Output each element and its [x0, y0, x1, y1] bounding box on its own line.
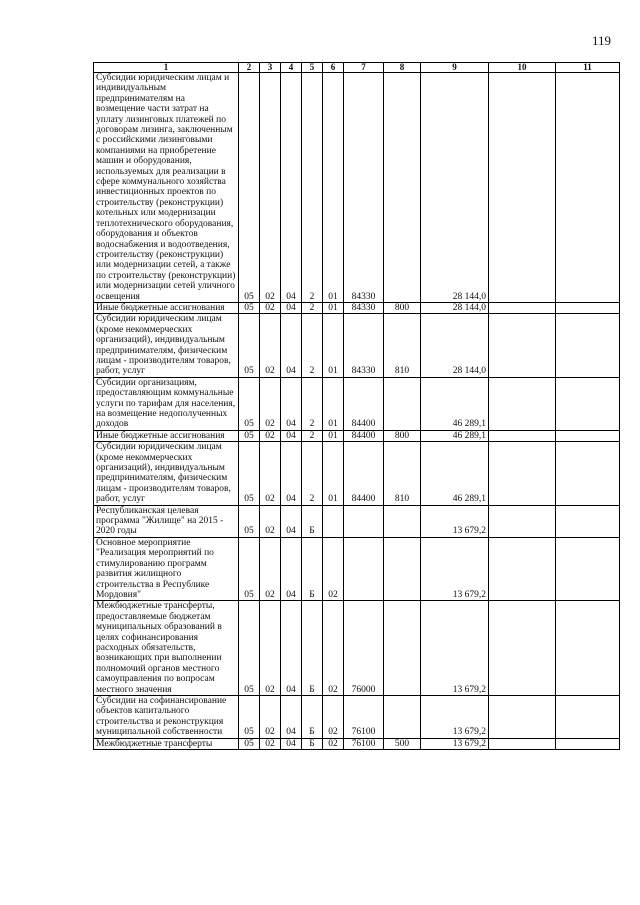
row-description: Республиканская целевая программа "Жилище" на 2015 - 2020 годы: [94, 505, 239, 537]
amount-cell: 13 679,2: [421, 738, 489, 749]
code-expense-type: [384, 537, 421, 600]
code-direction: 76100: [344, 695, 384, 738]
column-header: 6: [323, 63, 344, 73]
column-header: 4: [281, 63, 302, 73]
code-subsection: 02: [260, 73, 281, 303]
code-expense-type: [384, 601, 421, 696]
code-program: 04: [281, 537, 302, 600]
code-subsection: 02: [260, 695, 281, 738]
amount-cell-2: [489, 537, 556, 600]
code-activity: [323, 505, 344, 537]
code-expense-type: 500: [384, 738, 421, 749]
code-subsection: 02: [260, 537, 281, 600]
code-activity: 02: [323, 601, 344, 696]
column-header: 8: [384, 63, 421, 73]
code-section: 05: [239, 537, 260, 600]
code-subprogram: Б: [302, 738, 323, 749]
amount-cell-3: [556, 314, 620, 377]
amount-cell: 46 289,1: [421, 442, 489, 505]
code-direction: [344, 537, 384, 600]
amount-cell-2: [489, 695, 556, 738]
amount-cell-3: [556, 695, 620, 738]
row-description: Основное мероприятие "Реализация мероприятий по стимулированию программ развития жилищного строительства в Республике Мордовия": [94, 537, 239, 600]
code-direction: 84330: [344, 314, 384, 377]
code-section: 05: [239, 73, 260, 303]
code-activity: 01: [323, 314, 344, 377]
amount-cell-3: [556, 377, 620, 430]
code-subprogram: 2: [302, 302, 323, 313]
code-subprogram: 2: [302, 377, 323, 430]
amount-cell-3: [556, 442, 620, 505]
code-direction: [344, 505, 384, 537]
code-activity: 01: [323, 442, 344, 505]
code-expense-type: 800: [384, 302, 421, 313]
code-program: 04: [281, 601, 302, 696]
code-section: 05: [239, 695, 260, 738]
row-description: Иные бюджетные ассигнования: [94, 302, 239, 313]
code-section: 05: [239, 314, 260, 377]
amount-cell-2: [489, 505, 556, 537]
amount-cell: 28 144,0: [421, 302, 489, 313]
code-direction: 84330: [344, 302, 384, 313]
code-expense-type: [384, 505, 421, 537]
column-header: 10: [489, 63, 556, 73]
code-section: 05: [239, 442, 260, 505]
table-row: [94, 537, 620, 600]
amount-cell-2: [489, 738, 556, 749]
amount-cell-3: [556, 73, 620, 303]
code-program: 04: [281, 442, 302, 505]
amount-cell: 46 289,1: [421, 430, 489, 441]
code-activity: 02: [323, 695, 344, 738]
column-header: 5: [302, 63, 323, 73]
code-expense-type: 810: [384, 442, 421, 505]
row-description: Субсидии организациям, предоставляющим коммунальные услуги по тарифам для населения, на возмещение недополученных доходов: [94, 377, 239, 430]
code-expense-type: 800: [384, 430, 421, 441]
column-header: 2: [239, 63, 260, 73]
code-expense-type: [384, 695, 421, 738]
amount-cell: 28 144,0: [421, 73, 489, 303]
code-expense-type: [384, 377, 421, 430]
header-row: [94, 63, 620, 73]
code-subprogram: Б: [302, 695, 323, 738]
amount-cell-2: [489, 442, 556, 505]
column-header: 7: [344, 63, 384, 73]
code-direction: 84330: [344, 73, 384, 303]
table-row: [94, 73, 620, 303]
amount-cell-3: [556, 302, 620, 313]
code-subsection: 02: [260, 430, 281, 441]
row-description: Субсидии юридическим лицам (кроме некоммерческих организаций), индивидуальным предпринимателям, физическим лицам - производителям товаров, работ, услуг: [94, 442, 239, 505]
page-number: 119: [592, 33, 612, 48]
row-description: Межбюджетные трансферты, предоставляемые бюджетам муниципальных образований в целях софинансирования расходных обязательств, возникающих при выполнении полномочий органов местного самоуправления по вопросам местного значения: [94, 601, 239, 696]
amount-cell-3: [556, 430, 620, 441]
code-program: 04: [281, 738, 302, 749]
code-expense-type: 810: [384, 314, 421, 377]
amount-cell-3: [556, 537, 620, 600]
code-program: 04: [281, 430, 302, 441]
column-header: 1: [94, 63, 239, 73]
code-section: 05: [239, 505, 260, 537]
code-program: 04: [281, 73, 302, 303]
code-program: 04: [281, 314, 302, 377]
amount-cell-2: [489, 430, 556, 441]
row-description: Иные бюджетные ассигнования: [94, 430, 239, 441]
code-subsection: 02: [260, 377, 281, 430]
code-section: 05: [239, 430, 260, 441]
code-direction: 84400: [344, 430, 384, 441]
amount-cell-2: [489, 73, 556, 303]
code-activity: 01: [323, 302, 344, 313]
code-program: 04: [281, 695, 302, 738]
code-program: 04: [281, 302, 302, 313]
column-header: 3: [260, 63, 281, 73]
code-subprogram: Б: [302, 537, 323, 600]
amount-cell-2: [489, 601, 556, 696]
row-description: Субсидии на софинансирование объектов капитального строительства и реконструкция муниципальной собственности: [94, 695, 239, 738]
code-program: 04: [281, 505, 302, 537]
amount-cell-2: [489, 302, 556, 313]
table-row: [94, 430, 620, 441]
code-subsection: 02: [260, 505, 281, 537]
code-direction: 84400: [344, 377, 384, 430]
amount-cell: 28 144,0: [421, 314, 489, 377]
code-activity: 01: [323, 430, 344, 441]
amount-cell-3: [556, 601, 620, 696]
code-section: 05: [239, 302, 260, 313]
amount-cell-3: [556, 738, 620, 749]
code-subprogram: 2: [302, 430, 323, 441]
code-section: 05: [239, 377, 260, 430]
code-subsection: 02: [260, 738, 281, 749]
code-subprogram: 2: [302, 314, 323, 377]
amount-cell: 13 679,2: [421, 537, 489, 600]
amount-cell-2: [489, 314, 556, 377]
code-activity: 01: [323, 73, 344, 303]
code-subsection: 02: [260, 302, 281, 313]
table-body: [94, 73, 620, 750]
code-subprogram: 2: [302, 73, 323, 303]
code-subprogram: 2: [302, 442, 323, 505]
table-row: [94, 377, 620, 430]
amount-cell: 13 679,2: [421, 505, 489, 537]
table-row: [94, 738, 620, 749]
code-section: 05: [239, 738, 260, 749]
code-subsection: 02: [260, 442, 281, 505]
code-direction: 76000: [344, 601, 384, 696]
code-activity: 02: [323, 738, 344, 749]
budget-table: [93, 62, 620, 750]
code-subprogram: Б: [302, 601, 323, 696]
code-direction: 76100: [344, 738, 384, 749]
table-row: [94, 601, 620, 696]
row-description: Субсидии юридическим лицам и индивидуальным предпринимателям на возмещение части затрат на уплату лизинговых платежей по договорам лизинга, заключенным с российскими лизинговыми компаниями на приобретение машин и оборудования, используемых для реализации в сфере коммунального хозяйства инвестиционных проектов по строительству (реконструкции) котельных или модернизации теплотехнического оборудования, оборудования и объектов водоснабжения и водоотведения, строительству (реконструкции) или модернизации сетей, а также по строительству (реконструкции) или модернизации сетей уличного освещения: [94, 73, 239, 303]
amount-cell-2: [489, 377, 556, 430]
code-activity: 02: [323, 537, 344, 600]
amount-cell: 13 679,2: [421, 695, 489, 738]
column-header: 11: [556, 63, 620, 73]
column-header: 9: [421, 63, 489, 73]
table-row: [94, 314, 620, 377]
table-row: [94, 505, 620, 537]
code-expense-type: [384, 73, 421, 303]
code-section: 05: [239, 601, 260, 696]
amount-cell: 46 289,1: [421, 377, 489, 430]
code-direction: 84400: [344, 442, 384, 505]
table-row: [94, 302, 620, 313]
row-description: Межбюджетные трансферты: [94, 738, 239, 749]
amount-cell-3: [556, 505, 620, 537]
code-subprogram: Б: [302, 505, 323, 537]
row-description: Субсидии юридическим лицам (кроме некоммерческих организаций), индивидуальным предпринимателям, физическим лицам - производителям товаров, работ, услуг: [94, 314, 239, 377]
code-subsection: 02: [260, 314, 281, 377]
table-row: [94, 695, 620, 738]
table-row: [94, 442, 620, 505]
code-subsection: 02: [260, 601, 281, 696]
code-activity: 01: [323, 377, 344, 430]
amount-cell: 13 679,2: [421, 601, 489, 696]
code-program: 04: [281, 377, 302, 430]
